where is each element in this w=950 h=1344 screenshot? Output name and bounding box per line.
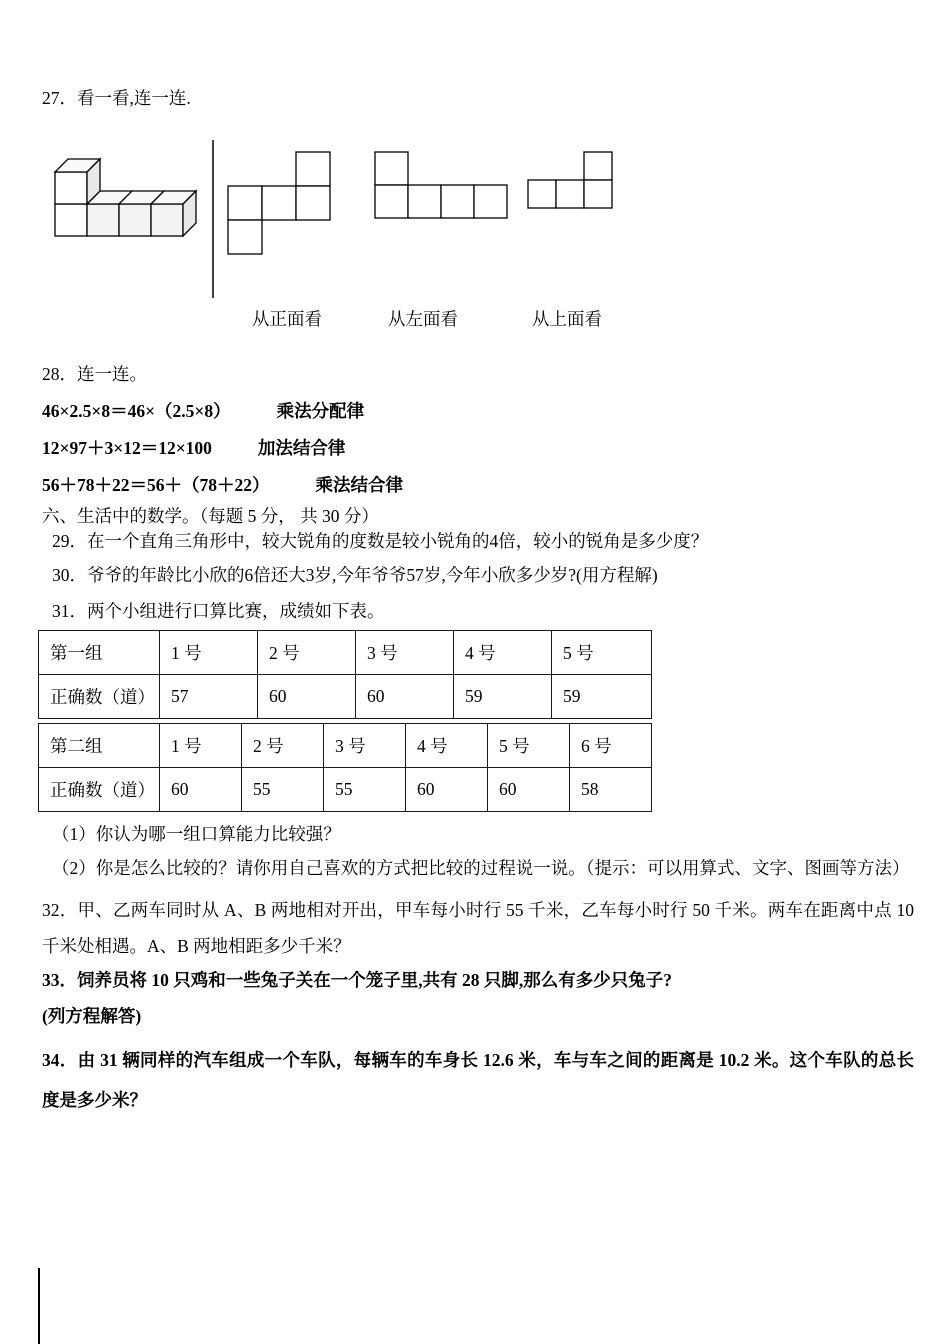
table-cell: 60 <box>258 675 356 719</box>
table-cell: 2 号 <box>258 631 356 675</box>
page-margin-line <box>38 1268 40 1344</box>
table-row <box>39 768 652 812</box>
table-cell: 59 <box>552 675 652 719</box>
table-cell: 1 号 <box>160 724 242 768</box>
table-cell: 6 号 <box>570 724 652 768</box>
law-label-2: 加法结合律 <box>257 438 346 458</box>
table-cell: 4 号 <box>406 724 488 768</box>
left-view-shape <box>375 152 507 218</box>
table-cell: 第一组 <box>39 631 160 675</box>
front-view-label: 从正面看 <box>252 309 322 329</box>
table-cell: 55 <box>324 768 406 812</box>
cube-stack-figure <box>55 159 196 236</box>
table-cell: 4 号 <box>454 631 552 675</box>
question-32: 32．甲、乙两车同时从 A、B 两地相对开出，甲车每小时行 55 千米，乙车每小时行 50 千米。两车在距离中点 10 千米处相遇。A、B 两地相距多少千米？ <box>42 900 914 956</box>
equation-2: 12×97＋3×12＝12×100 <box>42 438 212 458</box>
match-line-3 <box>42 473 917 498</box>
question-30: 30．爷爷的年龄比小欣的6倍还大3岁,今年爷爷57岁,今年小欣多少岁?(用方程解) <box>52 565 658 585</box>
table-cell: 第二组 <box>39 724 160 768</box>
top-view-label: 从上面看 <box>532 309 602 329</box>
table-cell: 2 号 <box>242 724 324 768</box>
table-row <box>39 675 652 719</box>
table-cell: 60 <box>356 675 454 719</box>
question-33-note: (列方程解答) <box>42 1006 142 1026</box>
top-view-shape <box>528 152 612 208</box>
table-cell: 1 号 <box>160 631 258 675</box>
law-label-3: 乘法结合律 <box>315 475 403 495</box>
score-table-group1 <box>38 630 652 719</box>
table-cell: 3 号 <box>324 724 406 768</box>
table-cell: 5 号 <box>488 724 570 768</box>
table-cell: 59 <box>454 675 552 719</box>
table-row <box>39 631 652 675</box>
table-cell: 57 <box>160 675 258 719</box>
question-27-figure <box>38 130 698 340</box>
table-cell: 60 <box>160 768 242 812</box>
question-28-title: 28．连一连。 <box>42 364 147 384</box>
section-6-header: 六、生活中的数学。（每题 5 分， 共 30 分） <box>42 506 379 526</box>
table-cell: 58 <box>570 768 652 812</box>
front-view-shape <box>228 152 330 254</box>
table-cell: 60 <box>488 768 570 812</box>
question-31-sub2: （2）你是怎么比较的？请你用自己喜欢的方式把比较的过程说一说。（提示：可以用算式、文字、图画等方法） <box>52 858 910 878</box>
question-34: 34．由 31 辆同样的汽车组成一个车队，每辆车的车身长 12.6 米，车与车之间的距离是 10.2 米。这个车队的总长度是多少米？ <box>42 1050 914 1110</box>
question-31-title: 31．两个小组进行口算比赛，成绩如下表。 <box>52 601 385 621</box>
question-31-sub1: （1）你认为哪一组口算能力比较强？ <box>52 824 341 844</box>
match-line-1 <box>42 399 917 424</box>
question-27-title: 27．看一看,连一连. <box>42 88 191 108</box>
table-cell: 60 <box>406 768 488 812</box>
question-33: 33．饲养员将 10 只鸡和一些兔子关在一个笼子里,共有 28 只脚,那么有多少只兔子? <box>42 970 672 990</box>
equation-3: 56＋78＋22＝56＋（78＋22） <box>42 475 270 495</box>
table-cell: 正确数（道） <box>39 675 160 719</box>
equation-1: 46×2.5×8＝46×（2.5×8） <box>42 401 231 421</box>
left-view-label: 从左面看 <box>388 309 458 329</box>
law-label-1: 乘法分配律 <box>276 401 365 421</box>
table-cell: 正确数（道） <box>39 768 160 812</box>
table-cell: 55 <box>242 768 324 812</box>
table-cell: 5 号 <box>552 631 652 675</box>
question-29: 29．在一个直角三角形中，较大锐角的度数是较小锐角的4倍，较小的锐角是多少度？ <box>52 531 709 551</box>
match-line-2 <box>42 436 917 461</box>
table-cell: 3 号 <box>356 631 454 675</box>
table-row <box>39 724 652 768</box>
score-table-group2 <box>38 723 652 812</box>
